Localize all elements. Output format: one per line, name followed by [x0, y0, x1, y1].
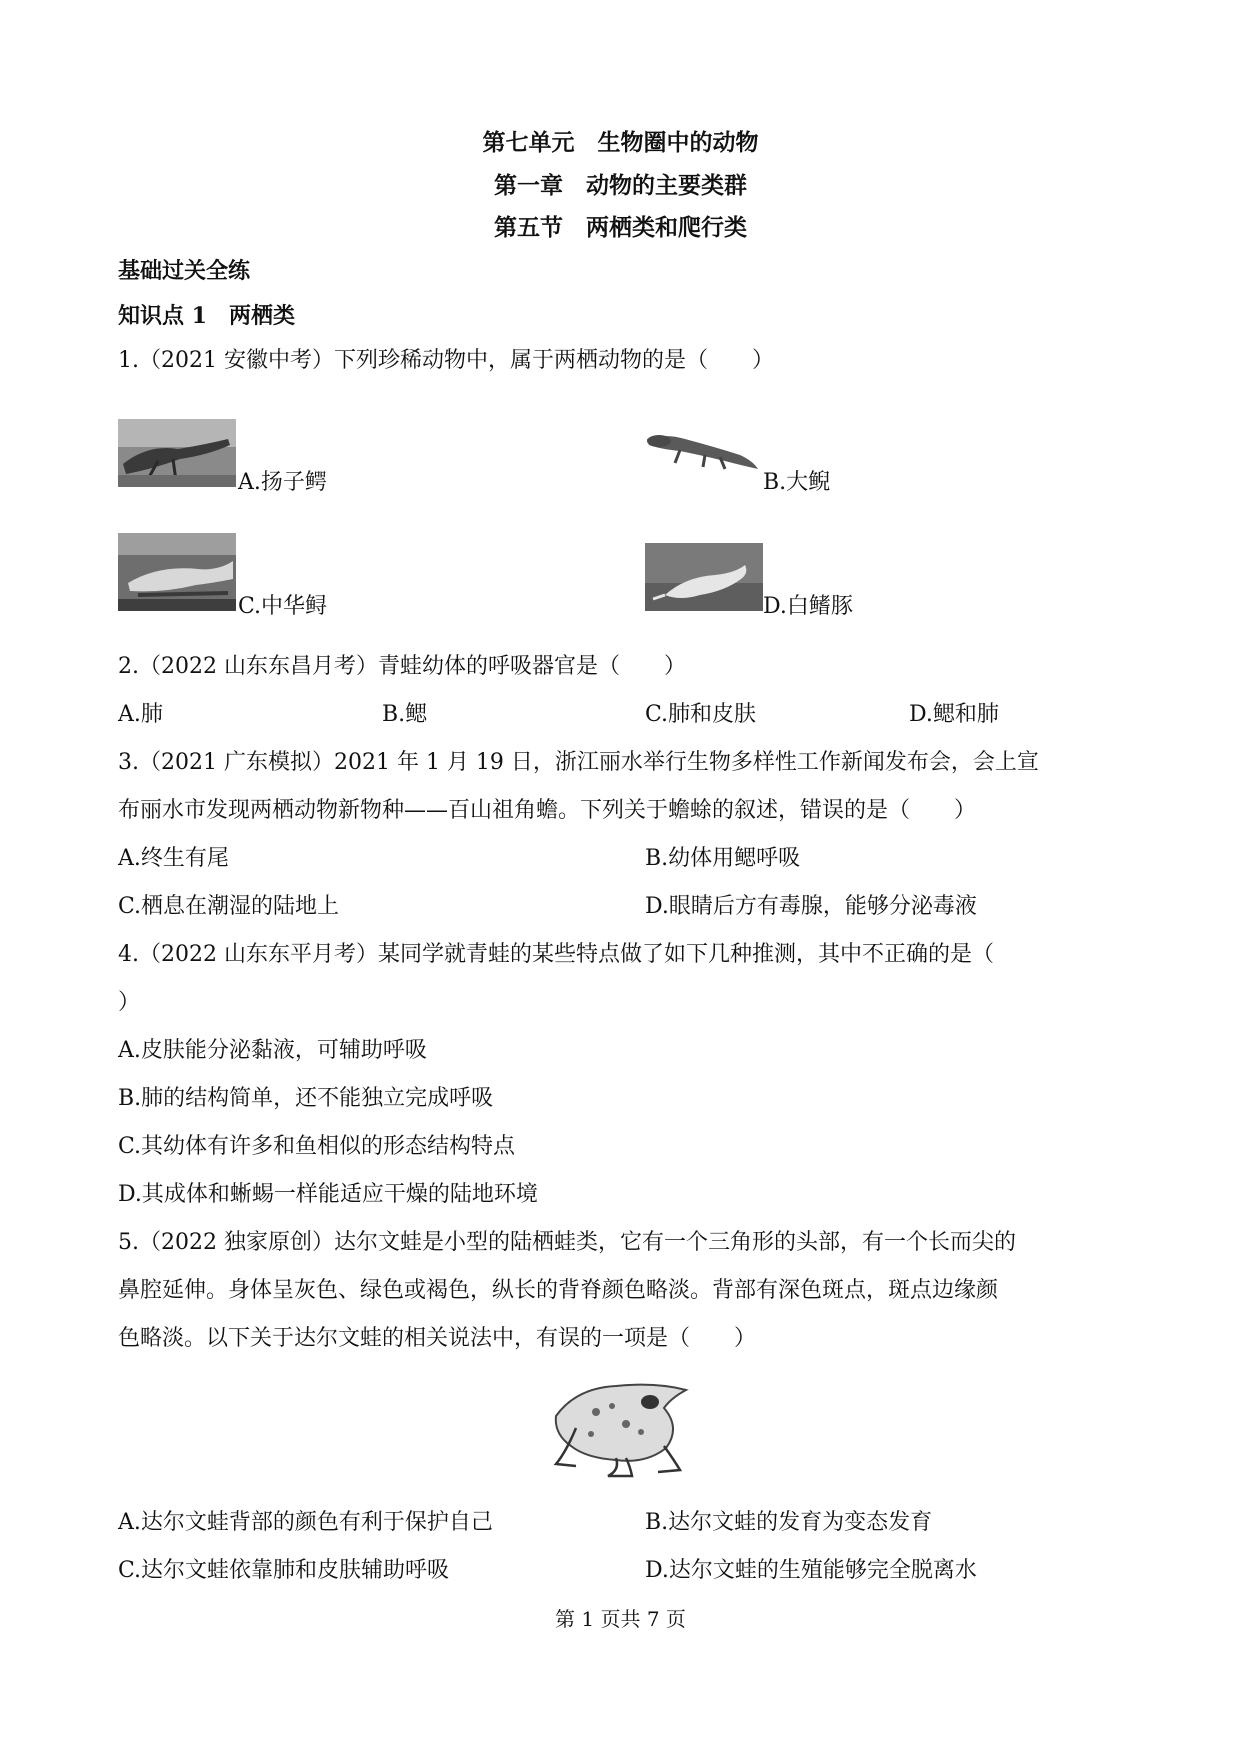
alligator-image	[118, 419, 236, 487]
q3-option-d: D.眼睛后方有毒腺，能够分泌毒液	[645, 894, 977, 919]
unit-title: 第七单元 生物圈中的动物	[482, 129, 759, 156]
q3-stem-line1: 3.（2021 广东模拟）2021 年 1 月 19 日，浙江丽水举行生物多样性工作新闻发布会，会上宣	[118, 750, 1039, 775]
q5-stem-line1: 5.（2022 独家原创）达尔文蛙是小型的陆栖蛙类，它有一个三角形的头部，有一个长而尖的	[118, 1230, 1016, 1255]
q4-option-c: C.其幼体有许多和鱼相似的形态结构特点	[118, 1134, 516, 1159]
section-title: 第五节 两栖类和爬行类	[494, 214, 747, 241]
q1-option-d: D.白鳍豚	[763, 594, 853, 619]
q5-option-c: C.达尔文蛙依靠肺和皮肤辅助呼吸	[118, 1558, 450, 1583]
q4-option-d: D.其成体和蜥蜴一样能适应干燥的陆地环境	[118, 1182, 538, 1207]
q5-option-b: B.达尔文蛙的发育为变态发育	[645, 1510, 933, 1535]
q5-stem-line2: 鼻腔延伸。身体呈灰色、绿色或褐色，纵长的背脊颜色略淡。背部有深色斑点，斑点边缘颜	[118, 1278, 999, 1303]
q4-option-a: A.皮肤能分泌黏液，可辅助呼吸	[118, 1038, 427, 1063]
q1-option-c: C.中华鲟	[238, 594, 328, 619]
q3-option-b: B.幼体用鳃呼吸	[645, 846, 801, 871]
q1-option-a: A.扬子鳄	[238, 470, 327, 495]
q2-option-b: B.鳃	[382, 702, 428, 727]
q4-option-b: B.肺的结构简单，还不能独立完成呼吸	[118, 1086, 494, 1111]
sturgeon-image	[118, 533, 236, 611]
dolphin-image	[645, 543, 763, 611]
q1-stem: 1.（2021 安徽中考）下列珍稀动物中，属于两栖动物的是（ ）	[118, 348, 774, 373]
q5-stem-line3: 色略淡。以下关于达尔文蛙的相关说法中，有误的一项是（ ）	[118, 1326, 757, 1351]
q3-option-a: A.终生有尾	[118, 846, 229, 871]
q2-option-c: C.肺和皮肤	[645, 702, 757, 727]
q2-option-a: A.肺	[118, 702, 163, 727]
q2-stem: 2.（2022 山东东昌月考）青蛙幼体的呼吸器官是（ ）	[118, 654, 686, 679]
q3-option-c: C.栖息在潮湿的陆地上	[118, 894, 340, 919]
salamander-image	[645, 425, 760, 473]
q2-option-d: D.鳃和肺	[909, 702, 999, 727]
knowledge-point-heading: 知识点 1 两栖类	[118, 303, 295, 329]
page-number: 第 1 页共 7 页	[555, 1607, 686, 1631]
q5-option-d: D.达尔文蛙的生殖能够完全脱离水	[645, 1558, 977, 1583]
q5-option-a: A.达尔文蛙背部的颜色有利于保护自己	[118, 1510, 493, 1535]
q4-stem-line1: 4.（2022 山东东平月考）某同学就青蛙的某些特点做了如下几种推测，其中不正确的是（	[118, 942, 994, 967]
darwin-frog-image	[546, 1368, 696, 1480]
q4-stem-line2: ）	[118, 990, 141, 1015]
q3-stem-line2: 布丽水市发现两栖动物新物种——百山祖角蟾。下列关于蟾蜍的叙述，错误的是（ ）	[118, 798, 977, 823]
chapter-title: 第一章 动物的主要类群	[494, 172, 747, 199]
q1-option-b: B.大鲵	[763, 470, 831, 495]
section-label: 基础过关全练	[118, 258, 251, 284]
